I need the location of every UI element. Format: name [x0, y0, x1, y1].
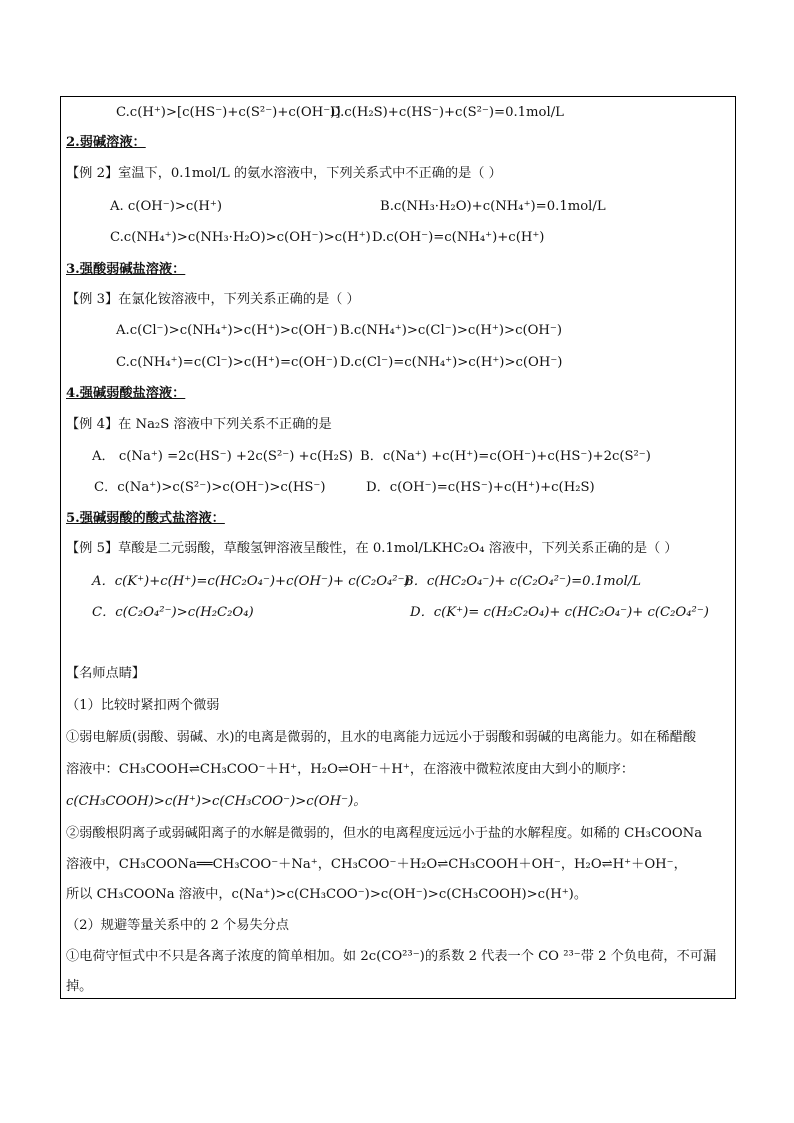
tips-point-3-line-1: ①电荷守恒式中不只是各离子浓度的简单相加。如 2c(CO²³⁻)的系数 2 代表一个 CO ²³⁻带 2 个负电荷，不可漏 — [66, 949, 717, 964]
example-4-option-c: C．c(Na⁺)>c(S²⁻)>c(OH⁻)>c(HS⁻) — [94, 480, 326, 495]
option-d-top: D.c(H₂S)+c(HS⁻)+c(S²⁻)=0.1mol/L — [330, 105, 564, 120]
example-5-option-c: C．c(C₂O₄²⁻)>c(H₂C₂O₄) — [92, 605, 254, 620]
example-2-option-d: D.c(OH⁻)=c(NH₄⁺)+c(H⁺) — [372, 230, 545, 245]
example-5-option-b: B．c(HC₂O₄⁻)+ c(C₂O₄²⁻)=0.1mol/L — [404, 574, 642, 589]
example-2-option-b: B.c(NH₃·H₂O)+c(NH₄⁺)=0.1mol/L — [380, 199, 606, 214]
example-3-option-c: C.c(NH₄⁺)=c(Cl⁻)>c(H⁺)=c(OH⁻) — [116, 355, 338, 370]
tips-point-2-line-3: 所以 CH₃COONa 溶液中，c(Na⁺)>c(CH₃COO⁻)>c(OH⁻)>c(CH₃COOH)>c(H⁺)。 — [66, 887, 588, 902]
section-3-heading: 3.强酸弱碱盐溶液： — [66, 262, 186, 277]
option-c-top: C.c(H⁺)>[c(HS⁻)+c(S²⁻)+c(OH⁻)] — [116, 105, 341, 120]
example-4-question: 【例 4】在 Na₂S 溶液中下列关系不正确的是 — [66, 417, 332, 432]
tips-point-1-line-1: ①弱电解质(弱酸、弱碱、水)的电离是微弱的，且水的电离能力远远小于弱酸和弱碱的电离能力。如在稀醋酸 — [66, 730, 697, 745]
tips-point-2-line-2: 溶液中，CH₃COONa══CH₃COO⁻＋Na⁺，CH₃COO⁻＋H₂O⇌CH₃COOH＋OH⁻，H₂O⇌H⁺＋OH⁻， — [66, 857, 687, 872]
example-2-option-c: C.c(NH₄⁺)>c(NH₃·H₂O)>c(OH⁻)>c(H⁺) — [110, 230, 371, 245]
section-4-heading: 4.强碱弱酸盐溶液： — [66, 386, 186, 401]
example-2-question: 【例 2】室温下，0.1mol/L 的氨水溶液中，下列关系式中不正确的是（ ） — [66, 166, 502, 181]
example-5-option-a: A．c(K⁺)+c(H⁺)=c(HC₂O₄⁻)+c(OH⁻)+ c(C₂O₄²⁻) — [92, 574, 410, 589]
tips-point-1-title: （1）比较时紧扣两个微弱 — [66, 698, 220, 713]
example-5-option-d: D．c(K⁺)= c(H₂C₂O₄)+ c(HC₂O₄⁻)+ c(C₂O₄²⁻) — [410, 605, 709, 620]
tips-point-1-line-3: c(CH₃COOH)>c(H⁺)>c(CH₃COO⁻)>c(OH⁻)。 — [66, 794, 367, 809]
example-5-question: 【例 5】草酸是二元弱酸，草酸氢钾溶液呈酸性，在 0.1mol/LKHC₂O₄ 溶液中，下列关系正确的是（ ） — [66, 541, 678, 556]
example-4-option-a: A． c(Na⁺) =2c(HS⁻) +2c(S²⁻) +c(H₂S) — [92, 449, 354, 464]
tips-point-2-line-1: ②弱酸根阴离子或弱碱阳离子的水解是微弱的，但水的电离程度远远小于盐的水解程度。如稀的 CH₃COONa — [66, 826, 703, 841]
section-5-heading: 5.强碱弱酸的酸式盐溶液： — [66, 511, 225, 526]
example-3-option-a: A.c(Cl⁻)>c(NH₄⁺)>c(H⁺)>c(OH⁻) — [116, 323, 338, 338]
example-4-option-d: D．c(OH⁻)=c(HS⁻)+c(H⁺)+c(H₂S) — [366, 480, 595, 495]
example-3-option-b: B.c(NH₄⁺)>c(Cl⁻)>c(H⁺)>c(OH⁻) — [340, 323, 563, 338]
tips-point-1-line-2: 溶液中：CH₃COOH⇌CH₃COO⁻＋H⁺，H₂O⇌OH⁻＋H⁺，在溶液中微粒浓度由大到小的顺序： — [66, 762, 635, 777]
example-4-option-b: B．c(Na⁺) +c(H⁺)=c(OH⁻)+c(HS⁻)+2c(S²⁻) — [360, 449, 651, 464]
tips-heading: 【名师点睛】 — [66, 666, 146, 681]
example-3-question: 【例 3】在氯化铵溶液中，下列关系正确的是（ ） — [66, 292, 360, 307]
example-3-option-d: D.c(Cl⁻)=c(NH₄⁺)>c(H⁺)>c(OH⁻) — [340, 355, 563, 370]
example-2-option-a: A. c(OH⁻)>c(H⁺) — [110, 199, 223, 214]
tips-point-3-title: （2）规避等量关系中的 2 个易失分点 — [66, 918, 289, 933]
tips-point-3-line-2: 掉。 — [66, 979, 93, 994]
section-2-heading: 2.弱碱溶液： — [66, 135, 146, 150]
